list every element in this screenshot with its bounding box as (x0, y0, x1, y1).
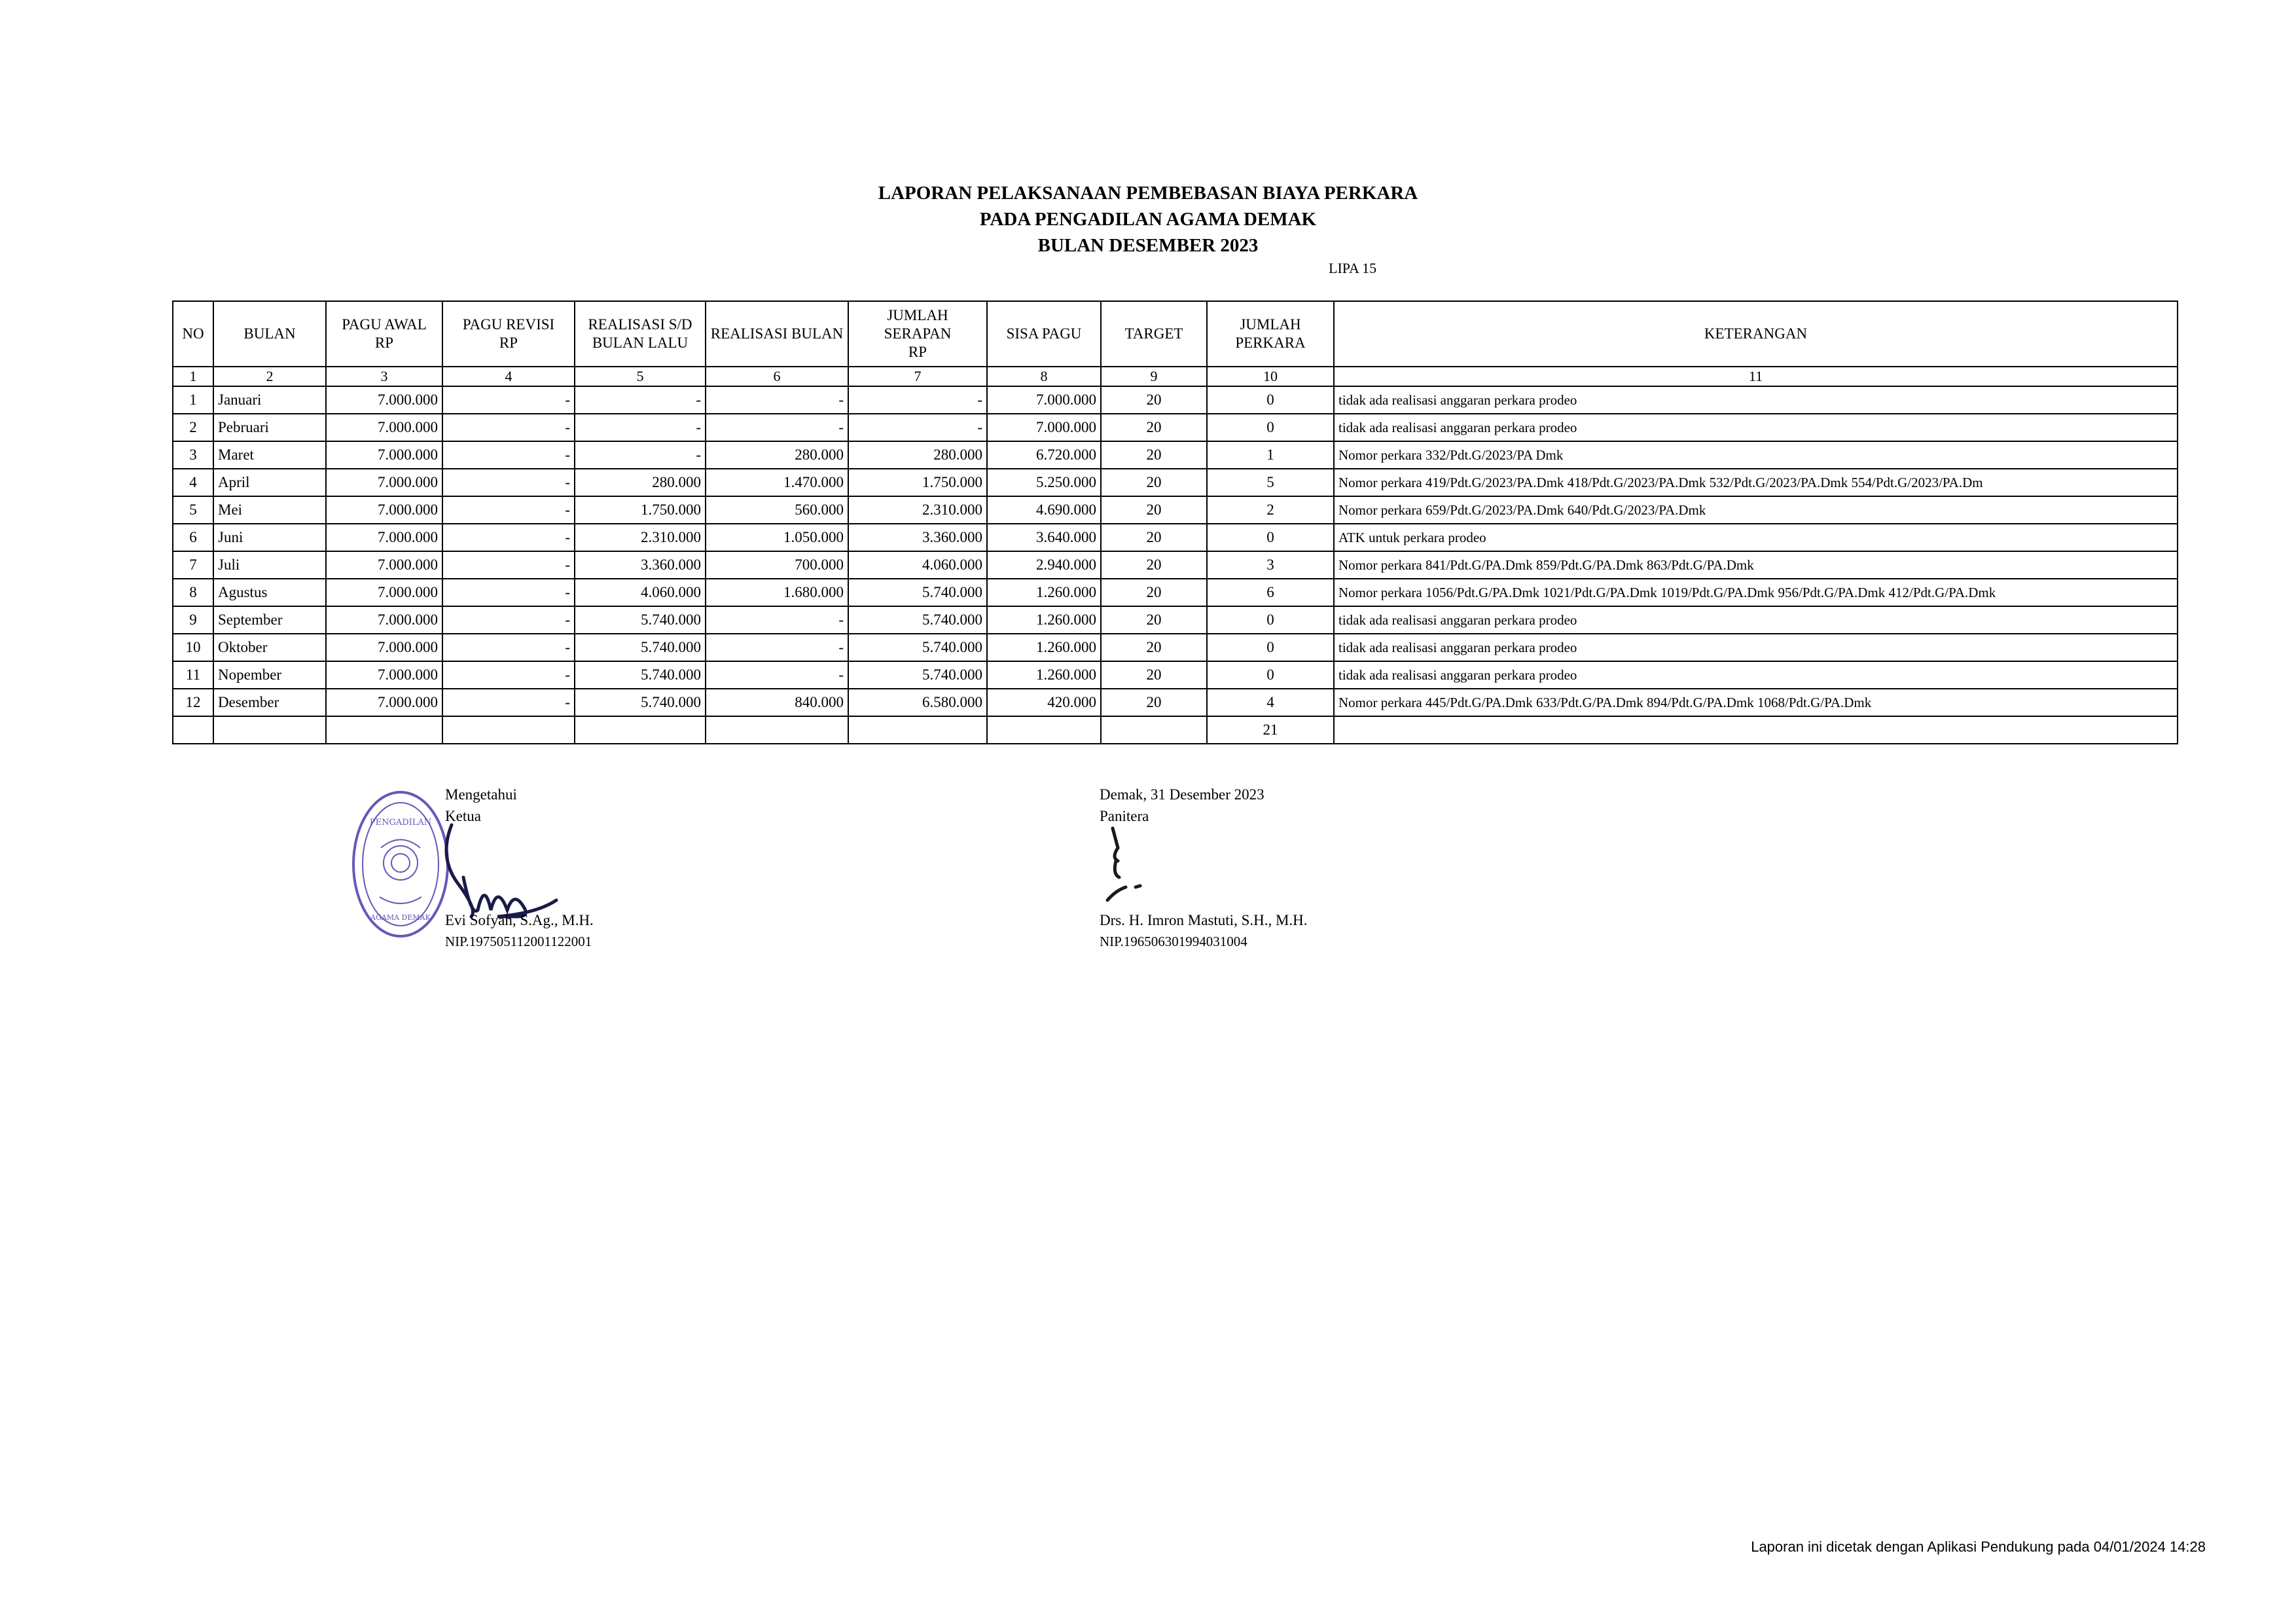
table-cell: - (575, 386, 706, 414)
column-index-cell: 2 (213, 367, 326, 386)
table-cell: 0 (1207, 606, 1334, 634)
table-cell: 20 (1101, 579, 1207, 606)
table-cell: 7.000.000 (326, 414, 442, 441)
table-cell: - (706, 414, 848, 441)
table-cell: tidak ada realisasi anggaran perkara prodeo (1334, 386, 2178, 414)
table-row (173, 414, 2178, 441)
table-cell: 12 (173, 689, 213, 716)
table-cell: tidak ada realisasi anggaran perkara prodeo (1334, 661, 2178, 689)
table-cell: 7.000.000 (326, 661, 442, 689)
table-cell: 3.640.000 (987, 524, 1101, 551)
column-index-cell: 9 (1101, 367, 1207, 386)
table-cell: 280.000 (848, 441, 987, 469)
table-cell: 3 (173, 441, 213, 469)
table-cell: 20 (1101, 469, 1207, 496)
chairman-name: Evi Sofyah, S.Ag., M.H. (445, 912, 594, 928)
table-cell: 280.000 (575, 469, 706, 496)
table-cell: 2 (173, 414, 213, 441)
table-cell: 7.000.000 (326, 496, 442, 524)
table-cell: 2.310.000 (848, 496, 987, 524)
column-header (173, 301, 213, 367)
table-cell: tidak ada realisasi anggaran perkara prodeo (1334, 606, 2178, 634)
table-cell: 5.250.000 (987, 469, 1101, 496)
table-row (173, 386, 2178, 414)
table-cell: Nomor perkara 659/Pdt.G/2023/PA.Dmk 640/Pdt.G/2023/PA.Dmk (1334, 496, 2178, 524)
table-row (173, 524, 2178, 551)
table-cell: 20 (1101, 496, 1207, 524)
column-header (1101, 301, 1207, 367)
table-cell: - (706, 386, 848, 414)
table-cell: ATK untuk perkara prodeo (1334, 524, 2178, 551)
table-cell: 5 (1207, 469, 1334, 496)
svg-text:AGAMA DEMAK: AGAMA DEMAK (370, 913, 431, 922)
table-row (173, 689, 2178, 716)
table-cell: - (442, 524, 575, 551)
table-cell: 4.060.000 (848, 551, 987, 579)
table-cell: 0 (1207, 634, 1334, 661)
table-cell: 0 (1207, 661, 1334, 689)
table-cell: Juli (213, 551, 326, 579)
column-header-label: JUMLAH PERKARA (1235, 316, 1306, 351)
table-cell: Oktober (213, 634, 326, 661)
table-cell: 20 (1101, 551, 1207, 579)
table-cell: Nomor perkara 419/Pdt.G/2023/PA.Dmk 418/Pdt.G/2023/PA.Dmk 532/Pdt.G/2023/PA.Dmk 554/Pdt.G/2023/PA.Dm (1334, 469, 2178, 496)
table-row (173, 441, 2178, 469)
table-cell: 0 (1207, 386, 1334, 414)
table-cell: 6.720.000 (987, 441, 1101, 469)
table-cell: Nomor perkara 1056/Pdt.G/PA.Dmk 1021/Pdt.G/PA.Dmk 1019/Pdt.G/PA.Dmk 956/Pdt.G/PA.Dmk 412/Pdt.G/PA.Dmk (1334, 579, 2178, 606)
table-cell: 7.000.000 (987, 414, 1101, 441)
table-cell: - (442, 689, 575, 716)
column-header (442, 301, 575, 367)
table-cell: 700.000 (706, 551, 848, 579)
table-row (173, 634, 2178, 661)
table-cell: 4 (1207, 689, 1334, 716)
table-cell: 420.000 (987, 689, 1101, 716)
table-cell: 4 (173, 469, 213, 496)
column-index-cell: 8 (987, 367, 1101, 386)
table-cell: Desember (213, 689, 326, 716)
table-row (173, 551, 2178, 579)
table-cell: 560.000 (706, 496, 848, 524)
total-cell (213, 716, 326, 744)
total-cell (848, 716, 987, 744)
table-cell: 7.000.000 (326, 441, 442, 469)
table-cell: 4.690.000 (987, 496, 1101, 524)
column-index-cell: 10 (1207, 367, 1334, 386)
registrar-name: Drs. H. Imron Mastuti, S.H., M.H. (1100, 912, 1308, 928)
column-index-cell: 6 (706, 367, 848, 386)
table-cell: 7.000.000 (326, 579, 442, 606)
total-cell (1334, 716, 2178, 744)
table-cell: 1.470.000 (706, 469, 848, 496)
table-cell: 0 (1207, 524, 1334, 551)
report-title-line1: LAPORAN PELAKSANAAN PEMBEBASAN BIAYA PERKARA (878, 183, 1418, 204)
table-cell: tidak ada realisasi anggaran perkara prodeo (1334, 634, 2178, 661)
table-cell: 5.740.000 (848, 579, 987, 606)
table-cell: 20 (1101, 524, 1207, 551)
column-header (326, 301, 442, 367)
column-index-cell: 4 (442, 367, 575, 386)
table-cell: 20 (1101, 661, 1207, 689)
signature-block-left (445, 784, 594, 953)
table-cell: 7.000.000 (326, 469, 442, 496)
table-cell: Maret (213, 441, 326, 469)
column-header-label: BULAN (243, 325, 296, 342)
table-cell: 1.260.000 (987, 606, 1101, 634)
table-cell: 6.580.000 (848, 689, 987, 716)
column-header (1207, 301, 1334, 367)
total-cell (173, 716, 213, 744)
column-index-row (173, 367, 2178, 386)
table-cell: 20 (1101, 386, 1207, 414)
svg-text:PENGADILAN: PENGADILAN (369, 818, 432, 828)
table-cell: - (442, 496, 575, 524)
table-cell: 1.260.000 (987, 634, 1101, 661)
column-index-cell: 11 (1334, 367, 2178, 386)
table-cell: April (213, 469, 326, 496)
table-cell: 2 (1207, 496, 1334, 524)
table-cell: 1.260.000 (987, 579, 1101, 606)
table-cell: - (575, 414, 706, 441)
table-cell: 6 (173, 524, 213, 551)
column-header (1334, 301, 2178, 367)
table-cell: 7.000.000 (326, 634, 442, 661)
total-cell (442, 716, 575, 744)
table-cell: 5.740.000 (575, 661, 706, 689)
place-date: Demak, 31 Desember 2023 (1100, 786, 1265, 803)
table-cell: Nomor perkara 445/Pdt.G/PA.Dmk 633/Pdt.G/PA.Dmk 894/Pdt.G/PA.Dmk 1068/Pdt.G/PA.Dmk (1334, 689, 2178, 716)
column-index-cell: 3 (326, 367, 442, 386)
table-cell: Juni (213, 524, 326, 551)
column-header (213, 301, 326, 367)
column-header-label: JUMLAH SERAPAN (884, 307, 952, 342)
table-cell: 7.000.000 (326, 551, 442, 579)
table-cell: 5.740.000 (575, 689, 706, 716)
table-cell: 8 (173, 579, 213, 606)
table-cell: Agustus (213, 579, 326, 606)
table-cell: 3 (1207, 551, 1334, 579)
column-header-label: KETERANGAN (1704, 325, 1808, 342)
column-header-label: PAGU REVISI (462, 316, 555, 333)
column-index-cell: 5 (575, 367, 706, 386)
column-header (706, 301, 848, 367)
table-cell: 0 (1207, 414, 1334, 441)
table-cell: 7.000.000 (326, 689, 442, 716)
chairman-label: Ketua (445, 808, 481, 824)
column-header-unit: RP (499, 335, 518, 351)
print-footer: Laporan ini dicetak dengan Aplikasi Pendukung pada 04/01/2024 14:28 (1751, 1539, 2206, 1555)
table-cell: - (706, 634, 848, 661)
table-row (173, 606, 2178, 634)
table-cell: 10 (173, 634, 213, 661)
total-cell (987, 716, 1101, 744)
table-cell: 5.740.000 (848, 634, 987, 661)
signature-block-right (1100, 784, 1308, 953)
column-header-label: TARGET (1124, 325, 1183, 342)
table-row (173, 496, 2178, 524)
table-cell: 7 (173, 551, 213, 579)
table-cell: - (442, 551, 575, 579)
column-header (987, 301, 1101, 367)
table-cell: - (442, 661, 575, 689)
table-cell: 7.000.000 (987, 386, 1101, 414)
total-cell (1101, 716, 1207, 744)
total-cell (326, 716, 442, 744)
column-index-cell: 1 (173, 367, 213, 386)
table-header-row (173, 301, 2178, 367)
report-table (172, 301, 2178, 744)
table-cell: 9 (173, 606, 213, 634)
table-cell: 20 (1101, 414, 1207, 441)
table-cell: - (442, 634, 575, 661)
table-cell: - (442, 579, 575, 606)
table-row (173, 469, 2178, 496)
table-cell: Pebruari (213, 414, 326, 441)
report-title-line3: BULAN DESEMBER 2023 (1037, 235, 1259, 256)
table-cell: - (575, 441, 706, 469)
acknowledged-label: Mengetahui (445, 786, 517, 803)
registrar-label: Panitera (1100, 808, 1149, 824)
table-cell: 2.940.000 (987, 551, 1101, 579)
table-cell: 1.050.000 (706, 524, 848, 551)
table-cell: 4.060.000 (575, 579, 706, 606)
table-cell: - (706, 606, 848, 634)
table-cell: - (706, 661, 848, 689)
table-cell: Nopember (213, 661, 326, 689)
table-cell: 7.000.000 (326, 606, 442, 634)
table-cell: tidak ada realisasi anggaran perkara prodeo (1334, 414, 2178, 441)
form-code: LIPA 15 (1329, 260, 1377, 276)
table-cell: 5.740.000 (575, 606, 706, 634)
table-cell: - (848, 414, 987, 441)
table-cell: 3.360.000 (575, 551, 706, 579)
column-header-label: SISA PAGU (1006, 325, 1082, 342)
column-header-label: REALISASI BULAN (710, 325, 844, 342)
table-cell: 1.750.000 (848, 469, 987, 496)
table-cell: 1 (173, 386, 213, 414)
table-cell: 2.310.000 (575, 524, 706, 551)
table-cell: 20 (1101, 441, 1207, 469)
table-cell: Nomor perkara 841/Pdt.G/PA.Dmk 859/Pdt.G/PA.Dmk 863/Pdt.G/PA.Dmk (1334, 551, 2178, 579)
table-cell: 1.260.000 (987, 661, 1101, 689)
table-cell: 7.000.000 (326, 524, 442, 551)
column-header-label: PAGU AWAL (342, 316, 427, 333)
table-cell: 7.000.000 (326, 386, 442, 414)
table-cell: - (442, 469, 575, 496)
total-cell (706, 716, 848, 744)
table-cell: 1.680.000 (706, 579, 848, 606)
table-cell: 11 (173, 661, 213, 689)
table-cell: 5.740.000 (575, 634, 706, 661)
total-cell (575, 716, 706, 744)
table-cell: 1.750.000 (575, 496, 706, 524)
column-header-unit: RP (908, 344, 927, 360)
table-cell: - (442, 441, 575, 469)
total-cell: 21 (1207, 716, 1334, 744)
report-title-line2: PADA PENGADILAN AGAMA DEMAK (979, 209, 1317, 230)
table-cell: 20 (1101, 689, 1207, 716)
table-cell: 20 (1101, 634, 1207, 661)
table-cell: 280.000 (706, 441, 848, 469)
table-cell: Mei (213, 496, 326, 524)
table-cell: - (442, 606, 575, 634)
table-cell: 1 (1207, 441, 1334, 469)
column-header (848, 301, 987, 367)
column-header-label: REALISASI S/D BULAN LALU (588, 316, 692, 351)
table-cell: - (442, 414, 575, 441)
table-cell: 5.740.000 (848, 606, 987, 634)
column-index-cell: 7 (848, 367, 987, 386)
total-row (173, 716, 2178, 744)
table-cell: - (442, 386, 575, 414)
registrar-nip: NIP.196506301994031004 (1100, 934, 1247, 949)
table-cell: Nomor perkara 332/Pdt.G/2023/PA Dmk (1334, 441, 2178, 469)
table-cell: 6 (1207, 579, 1334, 606)
table-row (173, 579, 2178, 606)
table-cell: 5.740.000 (848, 661, 987, 689)
column-header (575, 301, 706, 367)
column-header-label: NO (182, 325, 204, 342)
table-cell: 20 (1101, 606, 1207, 634)
column-header-unit: RP (374, 335, 394, 351)
chairman-nip: NIP.197505112001122001 (445, 934, 592, 949)
table-cell: September (213, 606, 326, 634)
table-cell: Januari (213, 386, 326, 414)
table-row (173, 661, 2178, 689)
table-cell: 3.360.000 (848, 524, 987, 551)
table-cell: - (848, 386, 987, 414)
table-cell: 5 (173, 496, 213, 524)
table-cell: 840.000 (706, 689, 848, 716)
